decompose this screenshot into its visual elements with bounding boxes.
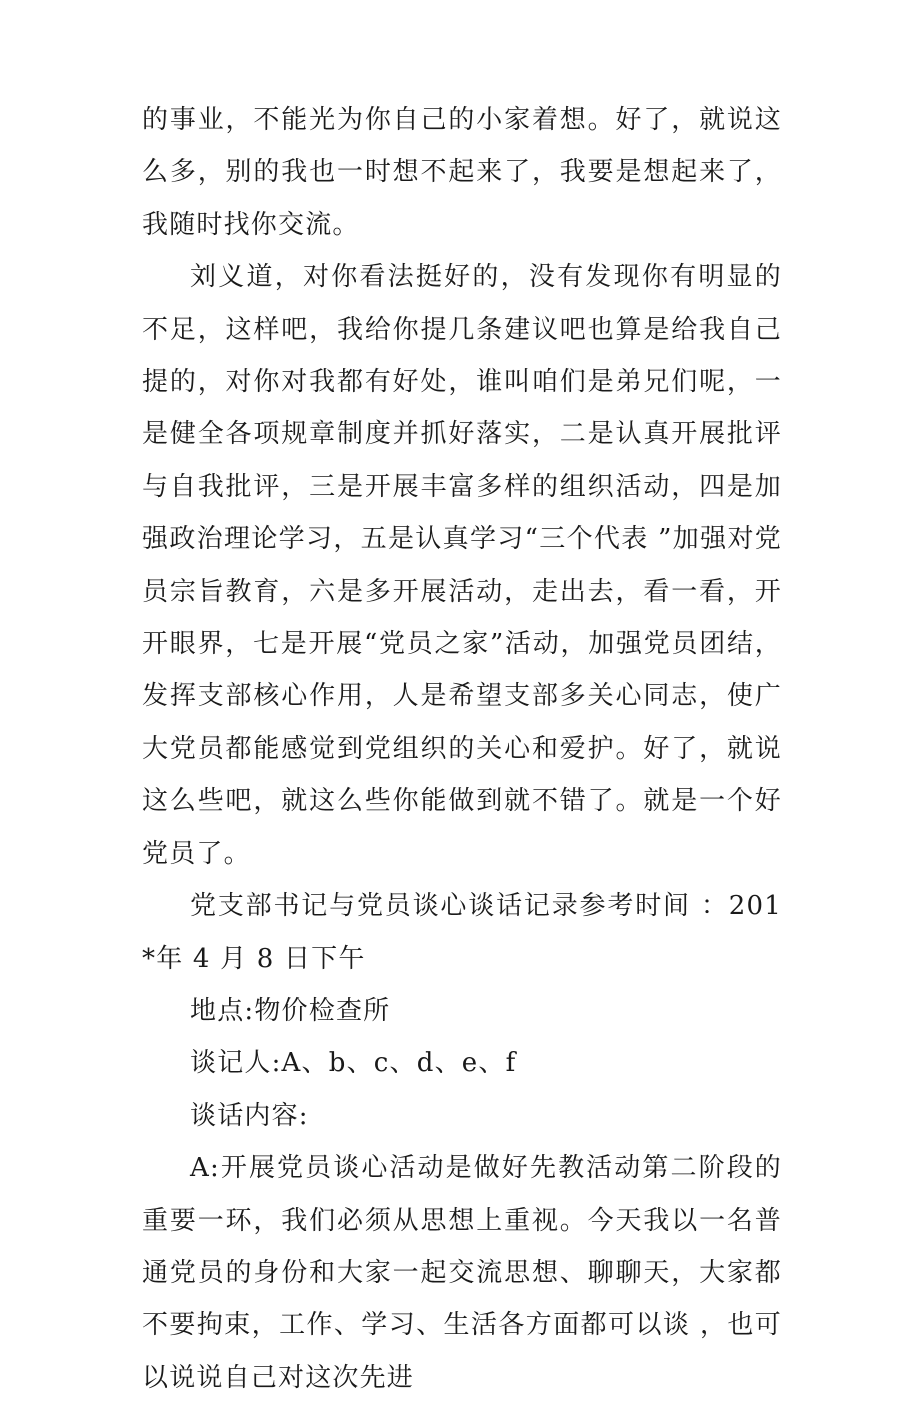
paragraph-6: 谈话内容:	[190, 1100, 309, 1131]
paragraph-5: 谈记人:A、b、c、d、e、f	[190, 1048, 517, 1079]
paragraph-4: 地点:物价检查所	[190, 995, 391, 1026]
paragraph-7: A:开展党员谈心活动是做好先教活动第二阶段的重要一环，我们必须从思想上重视。今天我以一名普通党员的身份和大家一起交流思想、聊聊天，大家都不要拘束，工作、学习、生活各方面都可以谈 ，也可以说说自己对这次先进	[142, 1153, 782, 1393]
paragraph-1: 的事业，不能光为你自己的小家着想。好了，就说这么多，别的我也一时想不起来了，我要是想起来了，我随时找你交流。	[142, 105, 782, 240]
paragraph-3: 党支部书记与党员谈心谈话记录参考时间 ：201*年 4 月 8 日下午	[142, 891, 782, 974]
paragraph-2: 刘义道，对你看法挺好的，没有发现你有明显的不足，这样吧，我给你提几条建议吧也算是给我自己提的，对你对我都有好处，谁叫咱们是弟兄们呢，一是健全各项规章制度并抓好落实，二是认真开展批评与自我批评，三是开展丰富多样的组织活动，四是加强政治理论学习，五是认真学习“三个代表 ”加强对党员宗旨教育，六是多开展活动，走出去，看一看，开开眼界，七是开展“党员之家”活动，加强党员团结，发挥支部核心作用，人是希望支部多关心同志，使广大党员都能感觉到党组织的关心和爱护。好了，就说这么些吧，就这么些你能做到就不错了。就是一个好党员了。	[142, 262, 782, 869]
document-body	[142, 94, 782, 1404]
